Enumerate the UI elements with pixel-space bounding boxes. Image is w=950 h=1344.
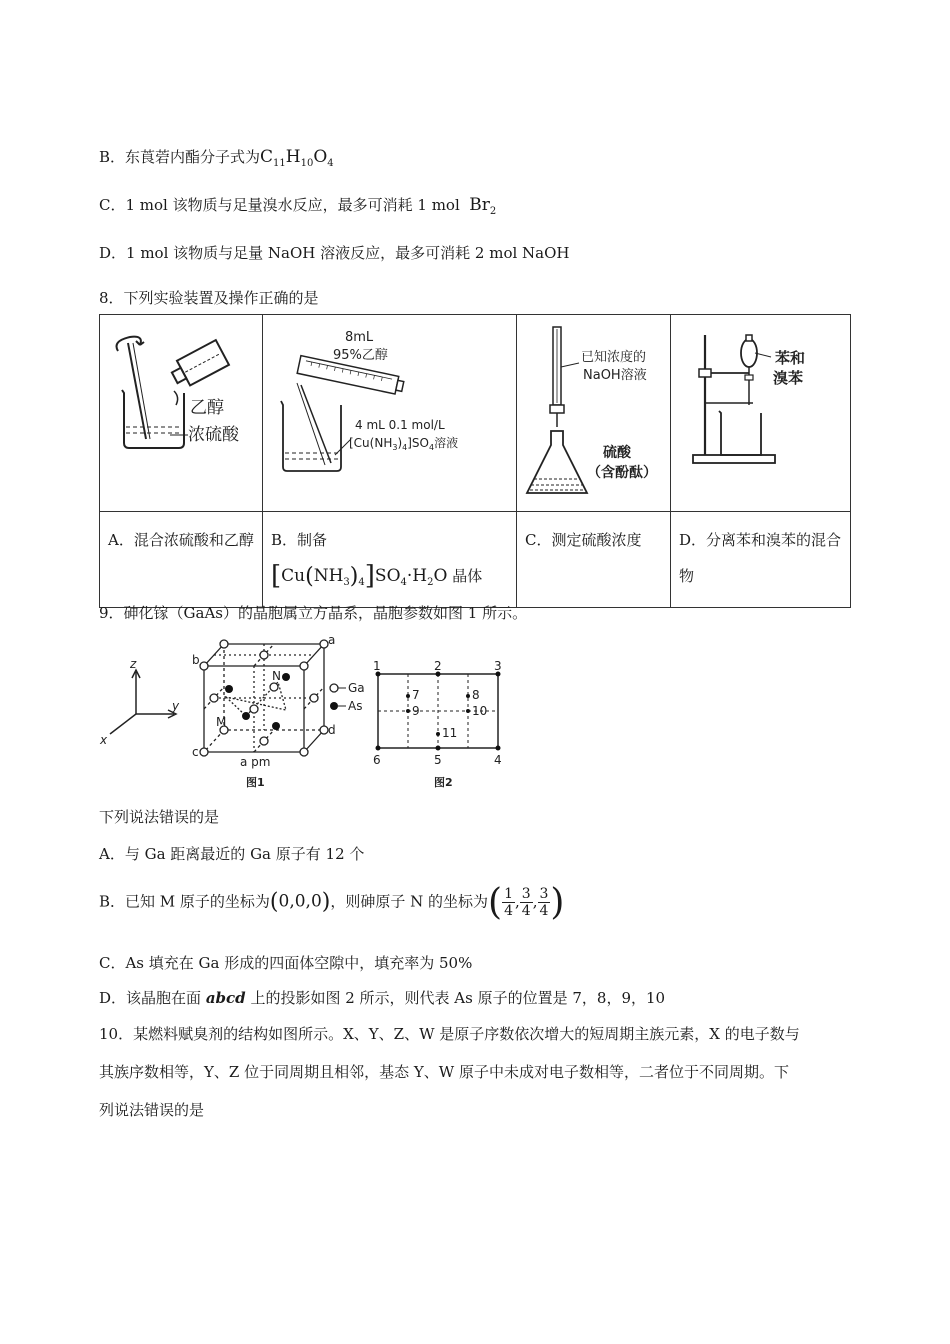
axis-y: y	[172, 699, 180, 713]
question-9-prompt: 下列说法错误的是	[99, 808, 220, 826]
pos-11: 11	[442, 726, 458, 740]
question-10-line1: 10．某燃料赋臭剂的结构如图所示。X、Y、Z、W 是原子序数依次增大的短周期主族元素，X 的电子数与	[99, 1025, 800, 1043]
pos-5: 5	[434, 753, 442, 767]
label-ethanol: 乙醇	[190, 398, 224, 418]
point-n: N	[272, 669, 281, 683]
fig2-caption: 图2	[434, 776, 453, 789]
figure-b	[263, 315, 517, 512]
pos-7: 7	[412, 688, 420, 702]
caption-a: A．混合浓硫酸和乙醇	[100, 512, 263, 608]
corner-d: d	[328, 723, 336, 737]
pos-3: 3	[494, 659, 502, 673]
corner-a: a	[328, 634, 336, 647]
label-8ml: 8mL	[345, 330, 374, 345]
caption-b: B．制备 $[Cu(NH_3)_4]SO_4\cdot H_2O$ 晶体	[263, 512, 517, 608]
label-naoh-solution: NaOH溶液	[583, 368, 647, 383]
option-text: B．东莨菪内酯分子式为	[99, 148, 261, 166]
legend-ga: Ga	[348, 681, 365, 695]
label-known-conc: 已知浓度的	[581, 350, 647, 365]
option-9b: B．已知 M 原子的坐标为(0,0,0)，则砷原子 N 的坐标为( $\frac{1}{4}$ , $\frac{3}{4}$ , $\frac{3}{4}$ )	[99, 882, 565, 923]
option-text: C．1 mol 该物质与足量溴水反应，最多可消耗 1 mol	[99, 196, 460, 214]
option-7c: C．1 mol 该物质与足量溴水反应，最多可消耗 1 mol $Br_2$	[99, 195, 497, 217]
unit-cell-diagram	[204, 644, 324, 752]
option-7b: B．东莨菪内酯分子式为$C_{11}H_{10}O_4$	[99, 147, 334, 169]
as-legend-icon	[330, 702, 338, 710]
option-9d: D．该晶胞在面 abcd 上的投影如图 2 所示，则代表 As 原子的位置是 7，8，9，10	[99, 989, 666, 1007]
crystal-figures	[96, 634, 526, 794]
titration-diagram	[517, 315, 670, 507]
question-10-line3: 列说法错误的是	[99, 1101, 205, 1119]
corner-c: c	[192, 745, 199, 759]
beaker-mixing-diagram	[100, 315, 262, 507]
pos-9: 9	[412, 704, 420, 718]
axis-x: x	[100, 733, 108, 747]
label-complex-solution: $[Cu(NH_3)_4]SO_4$溶液	[349, 436, 459, 452]
point-m: M	[216, 715, 227, 729]
option-text: D．1 mol 该物质与足量 NaOH 溶液反应，最多可消耗 2 mol NaOH	[99, 244, 570, 262]
label-sulfuric: 硫酸	[603, 445, 631, 461]
figure-d	[671, 315, 851, 512]
pos-1: 1	[373, 659, 381, 673]
question-8-stem: 8．下列实验装置及操作正确的是	[99, 289, 319, 307]
pos-10: 10	[472, 704, 488, 718]
label-benzene-and: 苯和	[775, 349, 806, 367]
caption-c: C．测定硫酸浓度	[517, 512, 671, 608]
caption-d: D．分离苯和溴苯的混合物	[671, 512, 851, 608]
option-9a: A．与 Ga 距离最近的 Ga 原子有 12 个	[99, 845, 365, 863]
experiment-table	[99, 314, 851, 608]
figure-a	[100, 315, 263, 512]
label-95-ethanol: 95%乙醇	[333, 348, 388, 363]
question-10-line2: 其族序数相等，Y、Z 位于同周期且相邻，基态 Y、W 原子中未成对电子数相等，二者位于不同周期。下	[99, 1063, 789, 1081]
label-phenolphthalein: （含酚酞）	[587, 465, 657, 481]
pos-8: 8	[472, 688, 480, 702]
question-9-stem: 9．砷化镓（GaAs）的晶胞属立方晶系，晶胞参数如图 1 所示。	[99, 604, 528, 622]
figure-c	[517, 315, 671, 512]
label-concentration: 4 mL 0.1 mol/L	[355, 418, 445, 432]
legend-as: As	[348, 699, 363, 713]
param-label: a pm	[240, 755, 271, 769]
separatory-funnel-diagram	[671, 315, 850, 507]
pos-4: 4	[494, 753, 502, 767]
crystallization-diagram	[263, 315, 516, 507]
fig1-caption: 图1	[246, 776, 265, 789]
pos-6: 6	[373, 753, 381, 767]
axis-z: z	[130, 657, 137, 671]
corner-b: b	[192, 653, 200, 667]
option-7d	[99, 242, 570, 263]
projection-diagram	[373, 659, 502, 789]
label-sulfuric-acid: 浓硫酸	[188, 425, 239, 445]
pos-2: 2	[434, 659, 442, 673]
ga-legend-icon	[330, 684, 338, 692]
option-9c: C．As 填充在 Ga 形成的四面体空隙中，填充率为 50%	[99, 954, 473, 972]
label-bromobenzene: 溴苯	[773, 369, 804, 387]
axes-icon	[99, 657, 180, 747]
